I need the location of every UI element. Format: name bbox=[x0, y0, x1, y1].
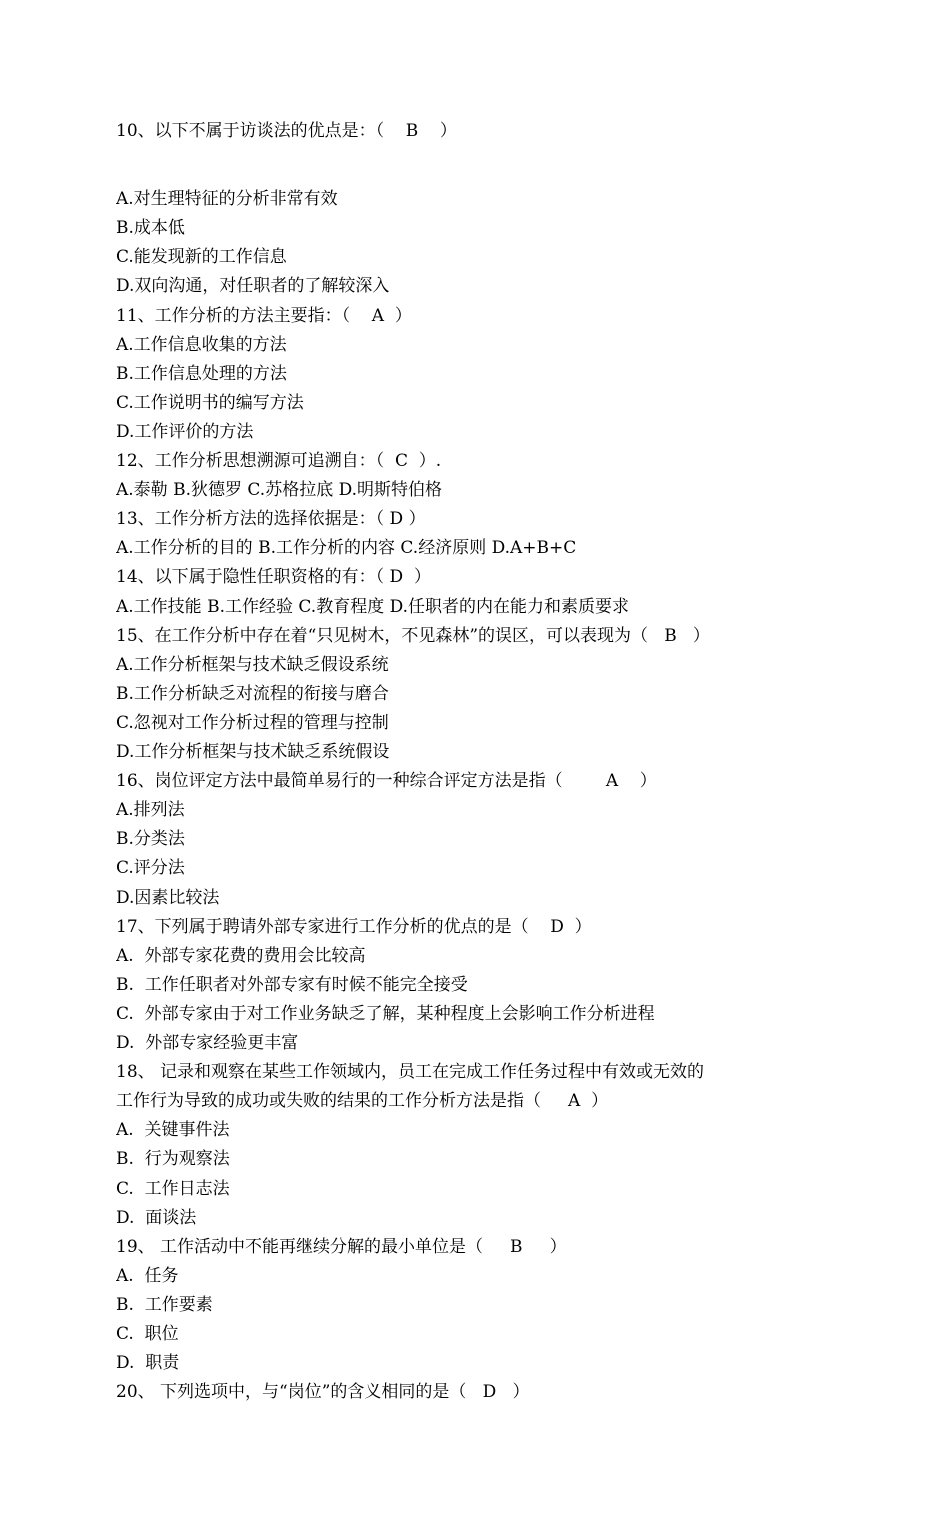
text-line-q10-c: C.能发现新的工作信息 bbox=[116, 247, 287, 267]
text-line-q13: 13、工作分析方法的选择依据是：（ D ） bbox=[116, 509, 426, 529]
text-line-q18-b: B. 行为观察法 bbox=[116, 1149, 230, 1169]
text-line-q16: 16、岗位评定方法中最简单易行的一种综合评定方法是指（ A ） bbox=[116, 771, 657, 791]
text-line-q16-d: D.因素比较法 bbox=[116, 888, 220, 908]
text-line-q19-b: B. 工作要素 bbox=[116, 1295, 213, 1315]
text-line-q13-opts: A.工作分析的目的 B.工作分析的内容 C.经济原则 D.A+B+C bbox=[116, 538, 577, 558]
text-line-q15-b: B.工作分析缺乏对流程的衔接与磨合 bbox=[116, 684, 389, 704]
text-line-q10-b: B.成本低 bbox=[116, 218, 185, 238]
text-line-q17-b: B. 工作任职者对外部专家有时候不能完全接受 bbox=[116, 975, 468, 995]
text-line-q16-a: A.排列法 bbox=[116, 800, 185, 820]
text-line-q15-c: C.忽视对工作分析过程的管理与控制 bbox=[116, 713, 389, 733]
text-line-q11-c: C.工作说明书的编写方法 bbox=[116, 393, 304, 413]
text-line-q17-d: D. 外部专家经验更丰富 bbox=[116, 1033, 299, 1053]
text-line-q11: 11、工作分析的方法主要指：（ A ） bbox=[116, 306, 412, 326]
text-line-q11-d: D.工作评价的方法 bbox=[116, 422, 254, 442]
text-line-q10-a: A.对生理特征的分析非常有效 bbox=[116, 189, 338, 209]
text-line-q19: 19、 工作活动中不能再继续分解的最小单位是（ B ） bbox=[116, 1237, 567, 1257]
text-line-q18-line1: 18、 记录和观察在某些工作领域内，员工在完成工作任务过程中有效或无效的 bbox=[116, 1062, 705, 1082]
text-line-q15-d: D.工作分析框架与技术缺乏系统假设 bbox=[116, 742, 390, 762]
text-line-q11-a: A.工作信息收集的方法 bbox=[116, 335, 287, 355]
text-line-q18-line2: 工作行为导致的成功或失败的结果的工作分析方法是指（ A ） bbox=[116, 1091, 609, 1111]
text-line-q20: 20、 下列选项中，与“岗位”的含义相同的是（ D ） bbox=[116, 1382, 530, 1402]
text-line-q11-b: B.工作信息处理的方法 bbox=[116, 364, 287, 384]
text-line-q18-a: A. 关键事件法 bbox=[116, 1120, 230, 1140]
text-line-q14: 14、以下属于隐性任职资格的有：（ D ） bbox=[116, 567, 431, 587]
text-line-q19-c: C. 职位 bbox=[116, 1324, 179, 1344]
text-line-q15-a: A.工作分析框架与技术缺乏假设系统 bbox=[116, 655, 389, 675]
text-line-q12-opts: A.泰勒 B.狄德罗 C.苏格拉底 D.明斯特伯格 bbox=[116, 480, 443, 500]
text-line-q18-c: C. 工作日志法 bbox=[116, 1179, 230, 1199]
text-line-q14-opts: A.工作技能 B.工作经验 C.教育程度 D.任职者的内在能力和素质要求 bbox=[116, 597, 630, 617]
text-line-q12: 12、工作分析思想溯源可追溯自：（ C ）. bbox=[116, 451, 442, 471]
text-line-q17-c: C. 外部专家由于对工作业务缺乏了解，某种程度上会影响工作分析进程 bbox=[116, 1004, 655, 1024]
text-line-q17-a: A. 外部专家花费的费用会比较高 bbox=[116, 946, 366, 966]
text-line-q19-a: A. 任务 bbox=[116, 1266, 179, 1286]
text-line-q15: 15、在工作分析中存在着“只见树木，不见森林”的误区，可以表现为（ B ） bbox=[116, 626, 710, 646]
text-line-q18-d: D. 面谈法 bbox=[116, 1208, 197, 1228]
text-line-q16-c: C.评分法 bbox=[116, 858, 185, 878]
text-line-q10-d: D.双向沟通，对任职者的了解较深入 bbox=[116, 276, 390, 296]
text-line-q16-b: B.分类法 bbox=[116, 829, 185, 849]
text-line-q10: 10、以下不属于访谈法的优点是：（ B ） bbox=[116, 121, 457, 141]
text-line-q19-d: D. 职责 bbox=[116, 1353, 180, 1373]
text-line-q17: 17、下列属于聘请外部专家进行工作分析的优点的是（ D ） bbox=[116, 917, 592, 937]
